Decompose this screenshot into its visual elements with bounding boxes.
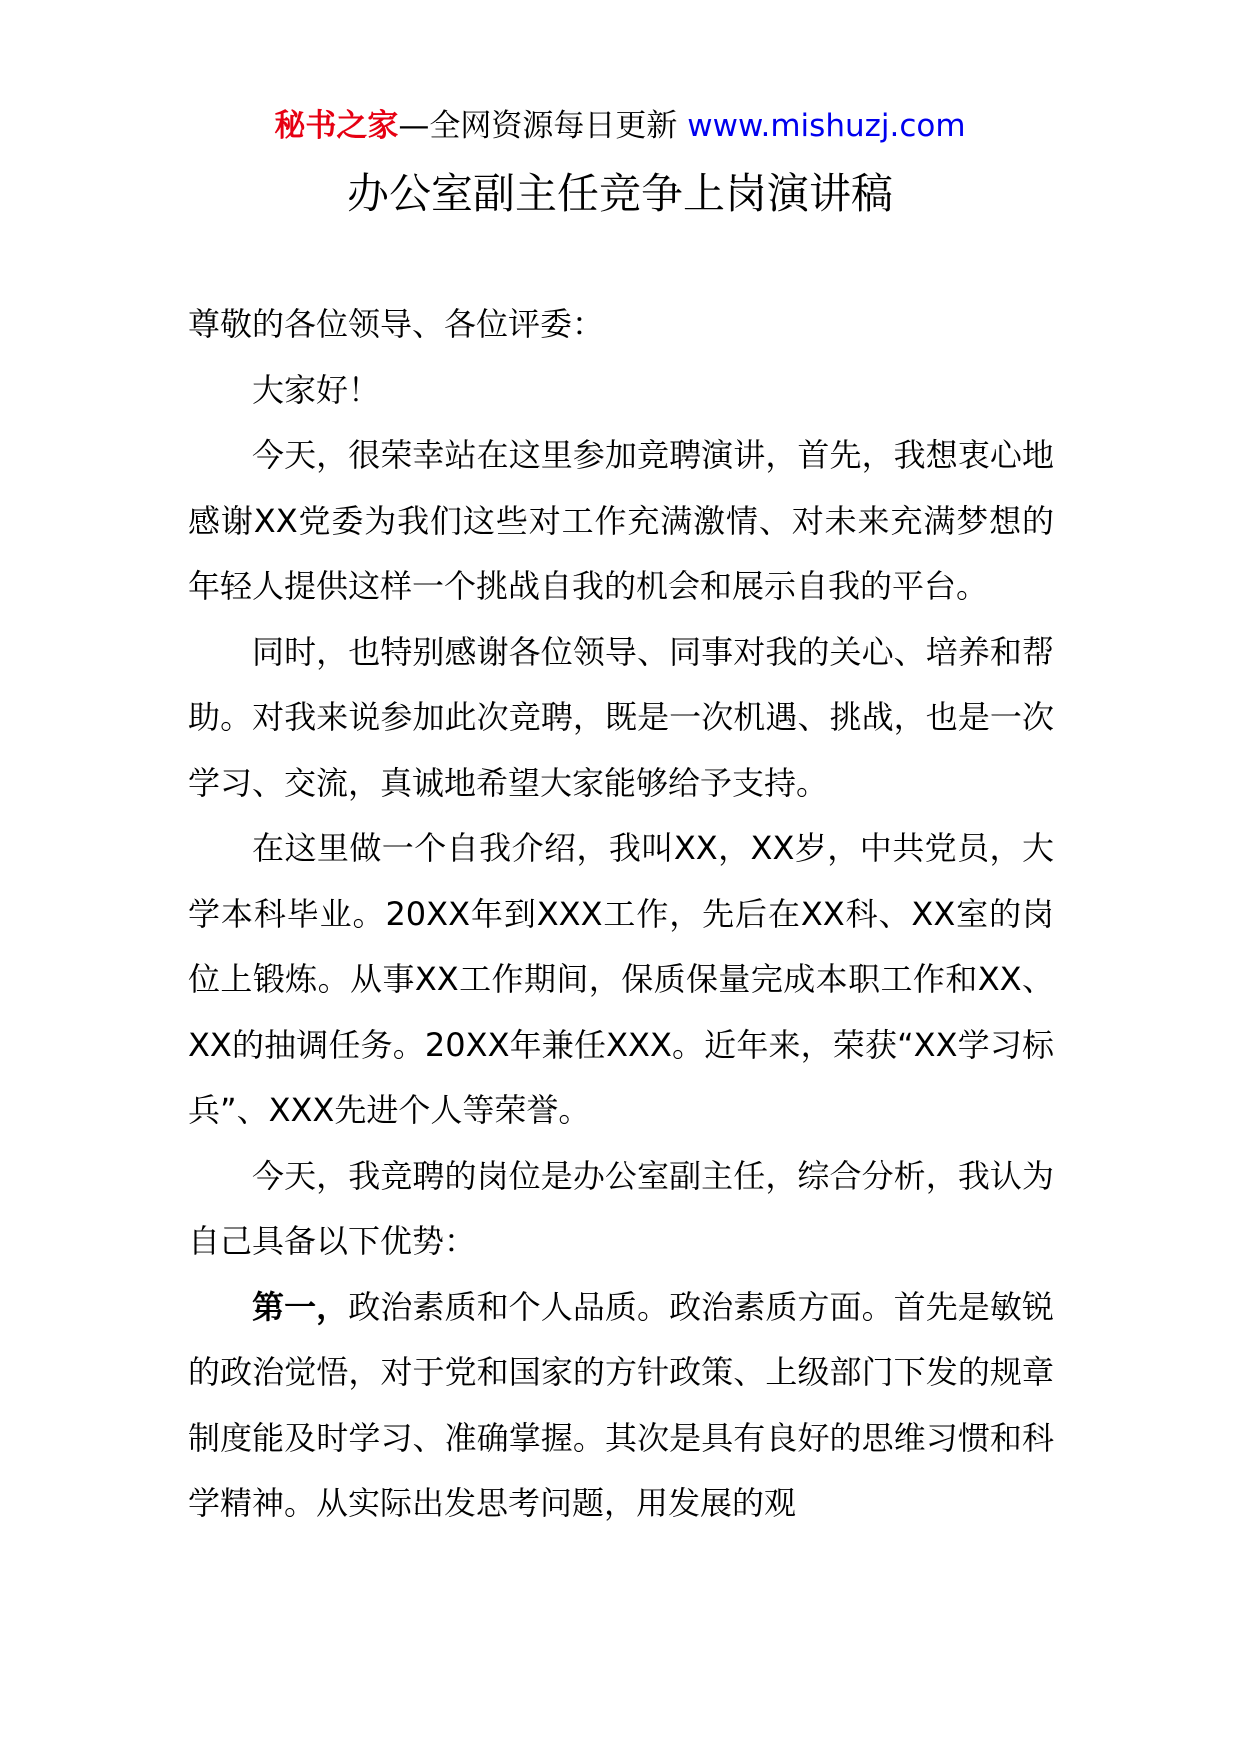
salutation: 尊敬的各位领导、各位评委：: [188, 305, 605, 343]
site-header: [0, 98, 1240, 154]
advantage-one-text: 政治素质和个人品质。政治素质方面。首先是敏锐的政治觉悟，对于党和国家的方针政策、上级部门下发的规章制度能及时学习、准确掌握。其次是具有良好的思维习惯和科学精神。从实际出发思考问题，用发展的观: [188, 1287, 1054, 1522]
advantage-one-lead: 第一，: [252, 1287, 349, 1326]
paragraph-thanks: 今天，很荣幸站在这里参加竞聘演讲，首先，我想衷心地感谢XX党委为我们这些对工作充满激情、对未来充满梦想的年轻人提供这样一个挑战自我的机会和展示自我的平台。: [188, 436, 1054, 605]
paragraph-advantage-one: [188, 1275, 1054, 1537]
document-body: [188, 292, 1054, 1537]
site-tagline: —全网资源每日更新: [398, 108, 678, 144]
site-url-link[interactable]: www.mishuzj.com: [687, 108, 966, 144]
document-title: 办公室副主任竞争上岗演讲稿: [346, 169, 893, 218]
paragraph-gratitude: 同时，也特别感谢各位领导、同事对我的关心、培养和帮助。对我来说参加此次竞聘，既是一次机遇、挑战，也是一次学习、交流，真诚地希望大家能够给予支持。: [188, 632, 1054, 802]
site-brand: 秘书之家: [274, 108, 399, 144]
paragraph-position: 今天，我竞聘的岗位是办公室副主任，综合分析，我认为自己具备以下优势：: [188, 1156, 1054, 1260]
paragraph-self-introduction: 在这里做一个自我介绍，我叫XX，XX岁，中共党员，大学本科毕业。20XX年到XXX工作，先后在XX科、XX室的岗位上锻炼。从事XX工作期间，保质保量完成本职工作和XX、XX的抽调任务。20XX年兼任XXX。近年来，荣获“XX学习标兵”、XXX先进个人等荣誉。: [188, 829, 1054, 1129]
paragraph-greeting: 大家好！: [252, 370, 381, 409]
